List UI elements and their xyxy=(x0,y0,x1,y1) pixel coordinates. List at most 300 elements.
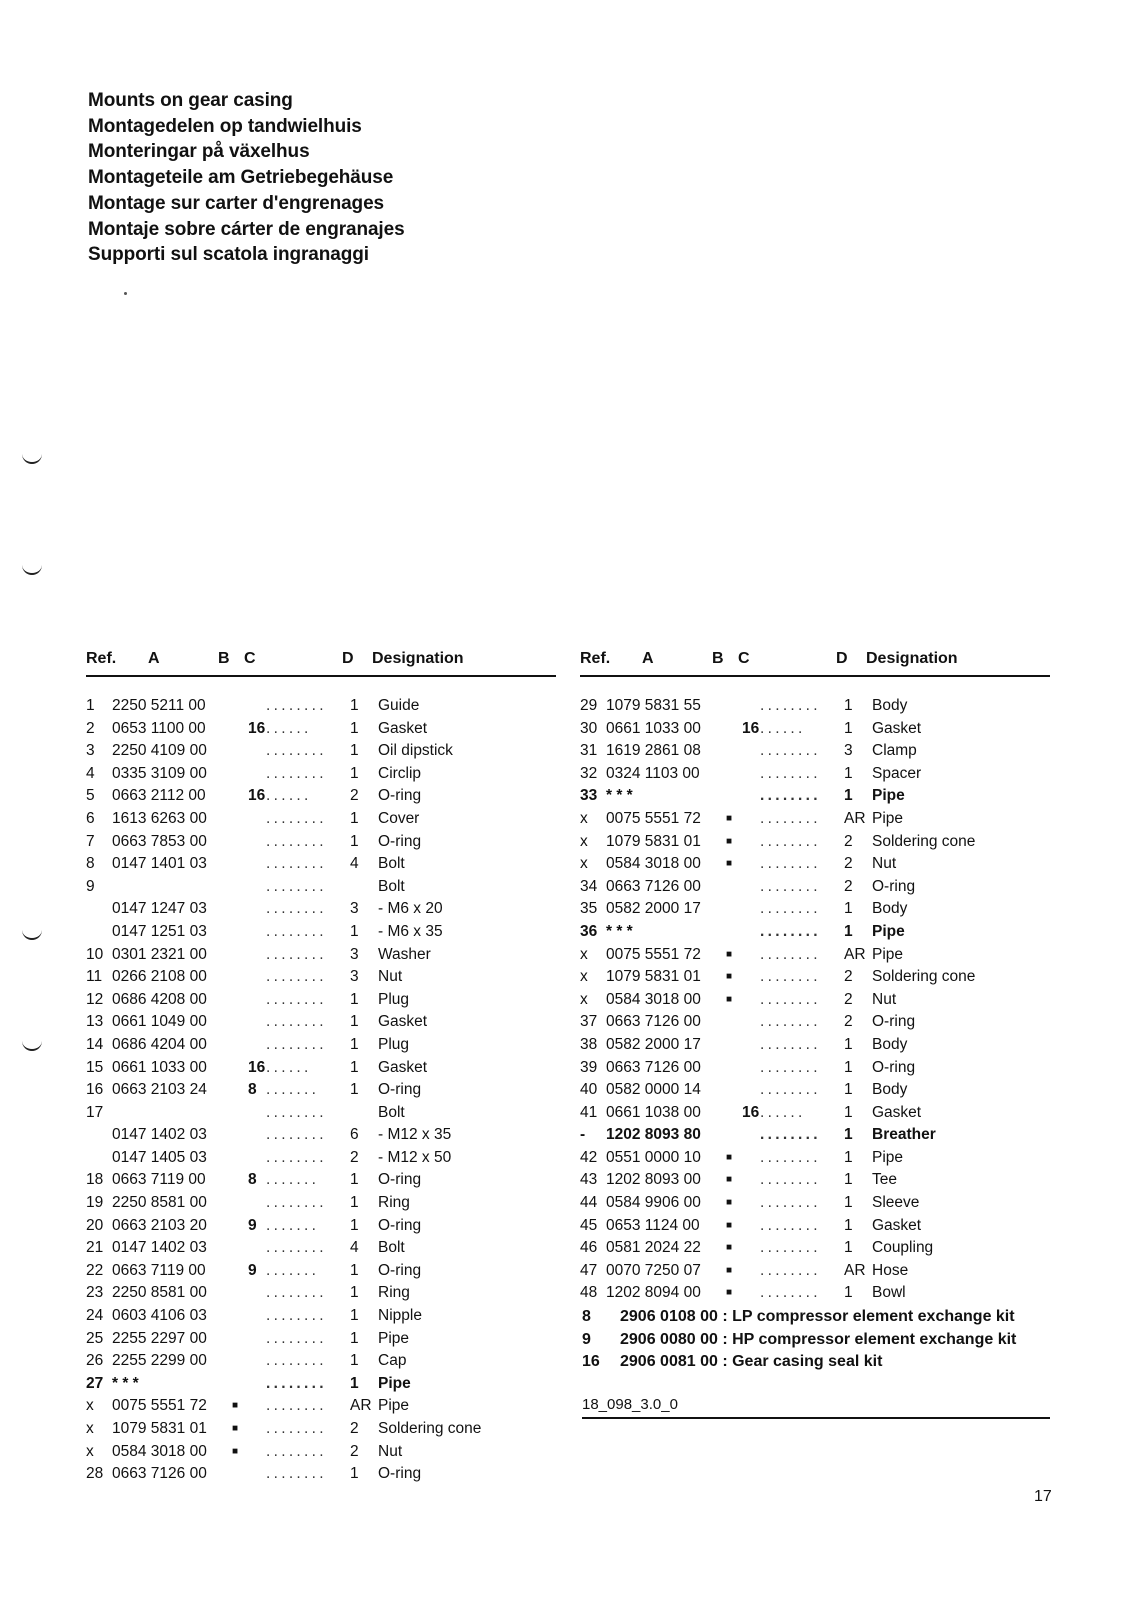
header-c: C xyxy=(738,650,750,667)
quantity-cell: 1 xyxy=(844,1058,853,1076)
table-row xyxy=(86,1102,556,1125)
quantity-cell: 1 xyxy=(844,1103,853,1121)
ref-cell: 25 xyxy=(86,1329,104,1347)
table-row xyxy=(580,1102,1050,1125)
square-marker: ■ xyxy=(232,1445,239,1457)
ref-cell: 9 xyxy=(86,877,95,895)
ref-cell: 13 xyxy=(86,1013,104,1031)
title-fr: Montage sur carter d'engrenages xyxy=(88,192,385,214)
part-number-cell: 1079 5831 01 xyxy=(606,832,701,850)
table-row xyxy=(580,944,1050,967)
quantity-cell: 1 xyxy=(350,1352,359,1370)
quantity-cell: 2 xyxy=(844,968,853,986)
quantity-cell: 3 xyxy=(844,742,853,760)
designation-cell: - M12 x 35 xyxy=(378,1126,452,1144)
ref-cell: 28 xyxy=(86,1465,104,1483)
dot-leader: ...... xyxy=(760,1103,806,1121)
table-row xyxy=(86,785,556,808)
dot-leader: ....... xyxy=(266,1216,320,1234)
dot-leader: ........ xyxy=(266,832,327,850)
dot-leader: ....... xyxy=(266,1081,320,1099)
dot-leader: ........ xyxy=(760,1284,821,1302)
quantity-cell: 1 xyxy=(350,1058,359,1076)
ref-cell: 19 xyxy=(86,1194,104,1212)
ref-cell: 8 xyxy=(86,855,95,873)
table-row xyxy=(86,1418,556,1441)
dot-leader: ........ xyxy=(266,1194,327,1212)
dot-leader: ........ xyxy=(266,990,327,1008)
ref-cell: 23 xyxy=(86,1284,104,1302)
designation-cell: Nut xyxy=(378,968,403,986)
ref-cell: 31 xyxy=(580,742,598,760)
designation-cell: Body xyxy=(872,697,908,714)
ref-cell: 47 xyxy=(580,1261,598,1279)
part-number-cell: 1202 8093 80 xyxy=(606,1126,701,1144)
part-number-cell: 0301 2321 00 xyxy=(112,945,207,963)
binding-mark xyxy=(22,563,42,575)
dot-leader: ........ xyxy=(760,1035,821,1053)
part-number-cell: 0663 7126 00 xyxy=(606,1013,701,1031)
kit-reference-cell: 9 xyxy=(248,1216,257,1234)
designation-cell: Soldering cone xyxy=(378,1420,482,1437)
quantity-cell: 1 xyxy=(350,742,359,760)
square-marker: ■ xyxy=(232,1400,239,1412)
quantity-cell: 1 xyxy=(844,697,853,714)
table-row xyxy=(580,763,1050,786)
binding-mark xyxy=(22,1039,42,1051)
square-marker: ■ xyxy=(726,948,733,960)
ref-cell: x xyxy=(86,1420,94,1437)
part-number-cell: 0663 2103 20 xyxy=(112,1216,207,1234)
quantity-cell: 1 xyxy=(350,764,359,782)
part-number-cell: 2255 2297 00 xyxy=(112,1329,207,1347)
part-number-cell: 0075 5551 72 xyxy=(606,945,701,963)
ref-cell: 12 xyxy=(86,990,104,1008)
table-row xyxy=(580,1237,1050,1260)
designation-cell: Bowl xyxy=(872,1284,906,1302)
dot-leader: ........ xyxy=(266,1465,327,1483)
part-number-cell: 0584 9906 00 xyxy=(606,1194,701,1212)
part-number-cell: 0147 1402 03 xyxy=(112,1239,207,1257)
quantity-cell: AR xyxy=(844,945,866,963)
table-row xyxy=(580,740,1050,763)
part-number-cell: 0663 7126 00 xyxy=(606,1058,701,1076)
part-number-cell: 0070 7250 07 xyxy=(606,1261,701,1279)
part-number-cell: 0324 1103 00 xyxy=(606,764,700,782)
ref-cell: x xyxy=(580,945,588,963)
kit-reference-cell: 16 xyxy=(248,787,266,805)
quantity-cell: 1 xyxy=(350,1307,359,1325)
table-row xyxy=(86,1124,556,1147)
kit-number: 9 xyxy=(582,1330,591,1348)
dot-leader: ........ xyxy=(266,900,327,918)
quantity-cell: 4 xyxy=(350,1239,359,1257)
table-row xyxy=(86,1328,556,1351)
quantity-cell: 1 xyxy=(350,697,359,714)
ref-cell: 40 xyxy=(580,1081,598,1099)
designation-cell: Ring xyxy=(378,1284,410,1302)
quantity-cell: 1 xyxy=(844,1035,853,1053)
quantity-cell: 1 xyxy=(350,719,359,737)
ref-cell: 42 xyxy=(580,1148,598,1166)
part-number-cell: 0335 3109 00 xyxy=(112,764,207,782)
kit-reference-cell: 16 xyxy=(742,719,760,737)
parts-table-right xyxy=(580,650,1050,1305)
part-number-cell: 0663 7853 00 xyxy=(112,832,207,850)
dot-leader: ........ xyxy=(760,832,821,850)
designation-cell: Oil dipstick xyxy=(378,742,453,760)
ref-cell: x xyxy=(86,1442,94,1460)
quantity-cell: 1 xyxy=(350,1013,359,1031)
table-row xyxy=(86,1057,556,1080)
table-row xyxy=(580,1124,1050,1147)
table-row xyxy=(580,876,1050,899)
designation-cell: O-ring xyxy=(378,1081,422,1099)
table-row xyxy=(86,1147,556,1170)
designation-cell: Soldering cone xyxy=(872,968,976,986)
quantity-cell: 2 xyxy=(844,855,853,873)
dot-leader: ........ xyxy=(266,809,327,827)
ref-cell: x xyxy=(580,809,588,827)
ref-cell: 41 xyxy=(580,1103,598,1121)
part-number-cell: 0686 4208 00 xyxy=(112,990,207,1008)
quantity-cell: 1 xyxy=(350,809,359,827)
quantity-cell: 3 xyxy=(350,945,359,963)
designation-cell: O-ring xyxy=(872,877,916,895)
square-marker: ■ xyxy=(726,1174,733,1186)
ref-cell: 17 xyxy=(86,1103,104,1121)
ref-cell: 39 xyxy=(580,1058,598,1076)
ref-cell: 38 xyxy=(580,1035,598,1053)
designation-cell: Coupling xyxy=(872,1239,934,1257)
part-number-cell: 0266 2108 00 xyxy=(112,968,207,986)
quantity-cell: 1 xyxy=(350,990,359,1008)
table-row xyxy=(86,989,556,1012)
part-number-cell: * * * xyxy=(606,787,633,805)
quantity-cell: 1 xyxy=(350,1465,359,1483)
ref-cell: 26 xyxy=(86,1352,104,1370)
designation-cell: O-ring xyxy=(378,1171,422,1189)
designation-cell: O-ring xyxy=(378,787,422,805)
table-row xyxy=(580,831,1050,854)
dot-leader: ........ xyxy=(266,1148,327,1166)
designation-cell: Cover xyxy=(378,809,420,827)
designation-cell: - M6 x 20 xyxy=(378,900,443,918)
square-marker: ■ xyxy=(726,812,733,824)
dot-leader: ........ xyxy=(266,1126,327,1144)
ref-cell: 22 xyxy=(86,1261,104,1279)
part-number-cell: 2255 2299 00 xyxy=(112,1352,207,1370)
quantity-cell: 4 xyxy=(350,855,359,873)
dot-leader: ........ xyxy=(760,1013,821,1031)
ref-cell: x xyxy=(580,832,588,850)
table-row xyxy=(86,718,556,741)
dot-leader: ........ xyxy=(760,764,821,782)
dot-leader: ........ xyxy=(760,855,821,873)
dot-leader: ........ xyxy=(266,855,327,873)
table-row xyxy=(86,1237,556,1260)
dot-leader: ........ xyxy=(760,1058,821,1076)
quantity-cell: 1 xyxy=(350,1261,359,1279)
kit-description: 2906 0080 00 : HP compressor element exchange kit xyxy=(620,1330,1017,1348)
table-header xyxy=(86,650,556,677)
part-number-cell: 0075 5551 72 xyxy=(606,809,701,827)
designation-cell: O-ring xyxy=(378,832,422,850)
dot-leader: ...... xyxy=(760,719,806,737)
dot-leader: ........ xyxy=(266,922,327,940)
quantity-cell: 1 xyxy=(844,1239,853,1257)
part-number-cell: 0582 2000 17 xyxy=(606,1035,701,1053)
part-number-cell: * * * xyxy=(606,922,633,940)
ref-cell: 7 xyxy=(86,832,95,850)
kit-reference-cell: 16 xyxy=(248,719,266,737)
square-marker: ■ xyxy=(726,858,733,870)
designation-cell: Gasket xyxy=(378,1013,428,1031)
designation-cell: Bolt xyxy=(378,877,405,895)
dot-leader: ........ xyxy=(760,1239,821,1257)
part-number-cell: 0147 1405 03 xyxy=(112,1148,207,1166)
page-number: 17 xyxy=(1034,1488,1052,1505)
square-marker: ■ xyxy=(726,1242,733,1254)
table-row xyxy=(580,921,1050,944)
divider xyxy=(582,1417,1050,1419)
ref-cell: 35 xyxy=(580,900,598,918)
ref-cell: 29 xyxy=(580,697,598,714)
title-block xyxy=(88,88,405,268)
ref-cell: 16 xyxy=(86,1081,104,1099)
table-body xyxy=(86,695,556,1486)
quantity-cell: 2 xyxy=(844,990,853,1008)
designation-cell: Bolt xyxy=(378,1103,405,1121)
header-ref: Ref. xyxy=(86,650,117,667)
ref-cell: 34 xyxy=(580,877,598,895)
ref-cell: 45 xyxy=(580,1216,598,1234)
part-number-cell: 0147 1251 03 xyxy=(112,922,207,940)
ref-cell: 1 xyxy=(86,697,95,714)
designation-cell: Gasket xyxy=(872,1103,922,1121)
quantity-cell: 1 xyxy=(844,1126,853,1144)
designation-cell: O-ring xyxy=(378,1261,422,1279)
ref-cell: - xyxy=(580,1126,586,1144)
ref-cell: 21 xyxy=(86,1239,104,1257)
quantity-cell: 1 xyxy=(844,764,853,782)
table-row xyxy=(580,1282,1050,1305)
quantity-cell: 2 xyxy=(844,832,853,850)
header-b: B xyxy=(712,650,724,667)
dot-leader: ........ xyxy=(760,945,821,963)
dot-leader: ........ xyxy=(760,787,821,805)
designation-cell: - M12 x 50 xyxy=(378,1148,452,1166)
dot-leader: ........ xyxy=(760,1081,821,1099)
part-number-cell: 0147 1401 03 xyxy=(112,855,207,873)
dot-leader: ........ xyxy=(760,809,821,827)
dot-leader: ........ xyxy=(760,697,821,714)
table-row xyxy=(580,718,1050,741)
dot-leader: ....... xyxy=(266,1261,320,1279)
quantity-cell: 1 xyxy=(844,1148,853,1166)
part-number-cell: 0661 1049 00 xyxy=(112,1013,207,1031)
part-number-cell: 1079 5831 55 xyxy=(606,697,701,714)
designation-cell: Pipe xyxy=(872,945,904,963)
title-de: Montageteile am Getriebegehäuse xyxy=(88,167,394,189)
table-row xyxy=(580,1079,1050,1102)
table-row xyxy=(86,1373,556,1396)
kit-description: 2906 0108 00 : LP compressor element exchange kit xyxy=(620,1308,1015,1325)
quantity-cell: 2 xyxy=(844,1013,853,1031)
dot-leader: ........ xyxy=(760,990,821,1008)
ref-cell: 30 xyxy=(580,719,598,737)
kit-reference-cell: 8 xyxy=(248,1171,257,1189)
header-d: D xyxy=(836,650,848,667)
designation-cell: Nut xyxy=(872,855,897,873)
table-row xyxy=(580,1147,1050,1170)
table-row xyxy=(86,763,556,786)
ref-cell: 4 xyxy=(86,764,95,782)
ref-cell: 5 xyxy=(86,787,95,805)
table-row xyxy=(86,1079,556,1102)
designation-cell: Body xyxy=(872,1081,908,1099)
designation-cell: Spacer xyxy=(872,764,922,782)
dot-leader: ........ xyxy=(266,1307,327,1325)
part-number-cell: 0661 1038 00 xyxy=(606,1103,701,1121)
quantity-cell: 1 xyxy=(844,1171,853,1189)
part-number-cell: 2250 8581 00 xyxy=(112,1284,207,1302)
quantity-cell: 1 xyxy=(350,1171,359,1189)
dot-leader: ........ xyxy=(266,1442,327,1460)
dot-leader: ........ xyxy=(266,697,327,714)
ref-cell: x xyxy=(580,968,588,986)
designation-cell: Nipple xyxy=(378,1307,422,1325)
designation-cell: Nut xyxy=(378,1442,403,1460)
table-row xyxy=(580,1034,1050,1057)
quantity-cell: 2 xyxy=(350,1420,359,1437)
designation-cell: Gasket xyxy=(378,719,428,737)
dot-leader: ........ xyxy=(760,968,821,986)
table-row xyxy=(86,1034,556,1057)
quantity-cell: 1 xyxy=(350,1081,359,1099)
table-row xyxy=(86,1350,556,1373)
table-row xyxy=(86,831,556,854)
table-body xyxy=(580,695,1050,1305)
table-row xyxy=(580,966,1050,989)
quantity-cell: 1 xyxy=(844,1284,853,1302)
square-marker: ■ xyxy=(726,971,733,983)
table-row xyxy=(86,1463,556,1486)
table-row xyxy=(86,1169,556,1192)
table-row xyxy=(580,695,1050,718)
part-number-cell: 1202 8094 00 xyxy=(606,1284,701,1302)
part-number-cell: 0075 5551 72 xyxy=(112,1397,207,1415)
table-row xyxy=(580,1011,1050,1034)
square-marker: ■ xyxy=(726,1287,733,1299)
table-row xyxy=(580,898,1050,921)
quantity-cell: 1 xyxy=(844,922,853,940)
table-row xyxy=(86,1305,556,1328)
kit-number: 16 xyxy=(582,1353,600,1371)
ref-cell: 2 xyxy=(86,719,95,737)
designation-cell: O-ring xyxy=(872,1058,916,1076)
table-row xyxy=(580,1192,1050,1215)
square-marker: ■ xyxy=(726,993,733,1005)
ref-cell: 11 xyxy=(86,968,103,986)
part-number-cell: 1079 5831 01 xyxy=(606,968,701,986)
dot-leader: ........ xyxy=(266,1352,327,1370)
designation-cell: Plug xyxy=(378,1035,410,1053)
designation-cell: Pipe xyxy=(378,1397,410,1415)
dot-leader: ........ xyxy=(760,1194,821,1212)
designation-cell: Bolt xyxy=(378,1239,405,1257)
kit-reference-cell: 16 xyxy=(248,1058,266,1076)
table-row xyxy=(86,966,556,989)
dot-leader: ........ xyxy=(266,764,327,782)
document-id: 18_098_3.0_0 xyxy=(582,1396,678,1413)
designation-cell: Circlip xyxy=(378,764,422,782)
part-number-cell: 1613 6263 00 xyxy=(112,809,207,827)
table-row xyxy=(86,898,556,921)
quantity-cell: 1 xyxy=(844,900,853,918)
designation-cell: Nut xyxy=(872,990,897,1008)
quantity-cell: 1 xyxy=(844,1194,853,1212)
dot-leader: ........ xyxy=(266,742,327,760)
header-d: D xyxy=(342,650,354,667)
designation-cell: Body xyxy=(872,1035,908,1053)
part-number-cell: 2250 8581 00 xyxy=(112,1194,207,1212)
part-number-cell: 0582 0000 14 xyxy=(606,1081,701,1099)
table-row xyxy=(580,853,1050,876)
ref-cell: 48 xyxy=(580,1284,598,1302)
part-number-cell: 0584 3018 00 xyxy=(606,855,701,873)
designation-cell: O-ring xyxy=(378,1216,422,1234)
table-row xyxy=(580,808,1050,831)
designation-cell: Plug xyxy=(378,990,410,1008)
part-number-cell: 2250 4109 00 xyxy=(112,742,207,760)
table-row xyxy=(86,1260,556,1283)
kit-reference-cell: 8 xyxy=(248,1081,257,1099)
part-number-cell: * * * xyxy=(112,1374,139,1392)
dot-leader: ........ xyxy=(760,1148,821,1166)
square-marker: ■ xyxy=(726,835,733,847)
designation-cell: O-ring xyxy=(378,1465,422,1483)
square-marker: ■ xyxy=(726,1264,733,1276)
dot-leader: ........ xyxy=(760,922,821,940)
dot-leader: ........ xyxy=(266,1284,327,1302)
designation-cell: Bolt xyxy=(378,855,405,873)
dot-leader: ....... xyxy=(266,1171,320,1189)
designation-cell: Sleeve xyxy=(872,1194,920,1212)
quantity-cell: AR xyxy=(844,809,866,827)
dot-leader: ........ xyxy=(266,1420,327,1437)
quantity-cell: 1 xyxy=(350,1374,359,1392)
quantity-cell: 1 xyxy=(844,1216,853,1234)
kit-reference-cell: 9 xyxy=(248,1261,257,1279)
quantity-cell: 1 xyxy=(350,1194,359,1212)
quantity-cell: 1 xyxy=(350,832,359,850)
ref-cell: x xyxy=(86,1397,94,1415)
ref-cell: 43 xyxy=(580,1171,598,1189)
part-number-cell: 1202 8093 00 xyxy=(606,1171,701,1189)
table-row xyxy=(86,695,556,718)
table-row xyxy=(86,808,556,831)
quantity-cell: 3 xyxy=(350,968,359,986)
ref-cell: 14 xyxy=(86,1035,104,1053)
dot-leader: ........ xyxy=(266,1397,327,1415)
designation-cell: Tee xyxy=(872,1171,897,1189)
ref-cell: 37 xyxy=(580,1013,598,1031)
dot-leader: ...... xyxy=(266,787,312,805)
quantity-cell: 2 xyxy=(350,1148,359,1166)
kit-reference-cell: 16 xyxy=(742,1103,760,1121)
part-number-cell: 0581 2024 22 xyxy=(606,1239,701,1257)
